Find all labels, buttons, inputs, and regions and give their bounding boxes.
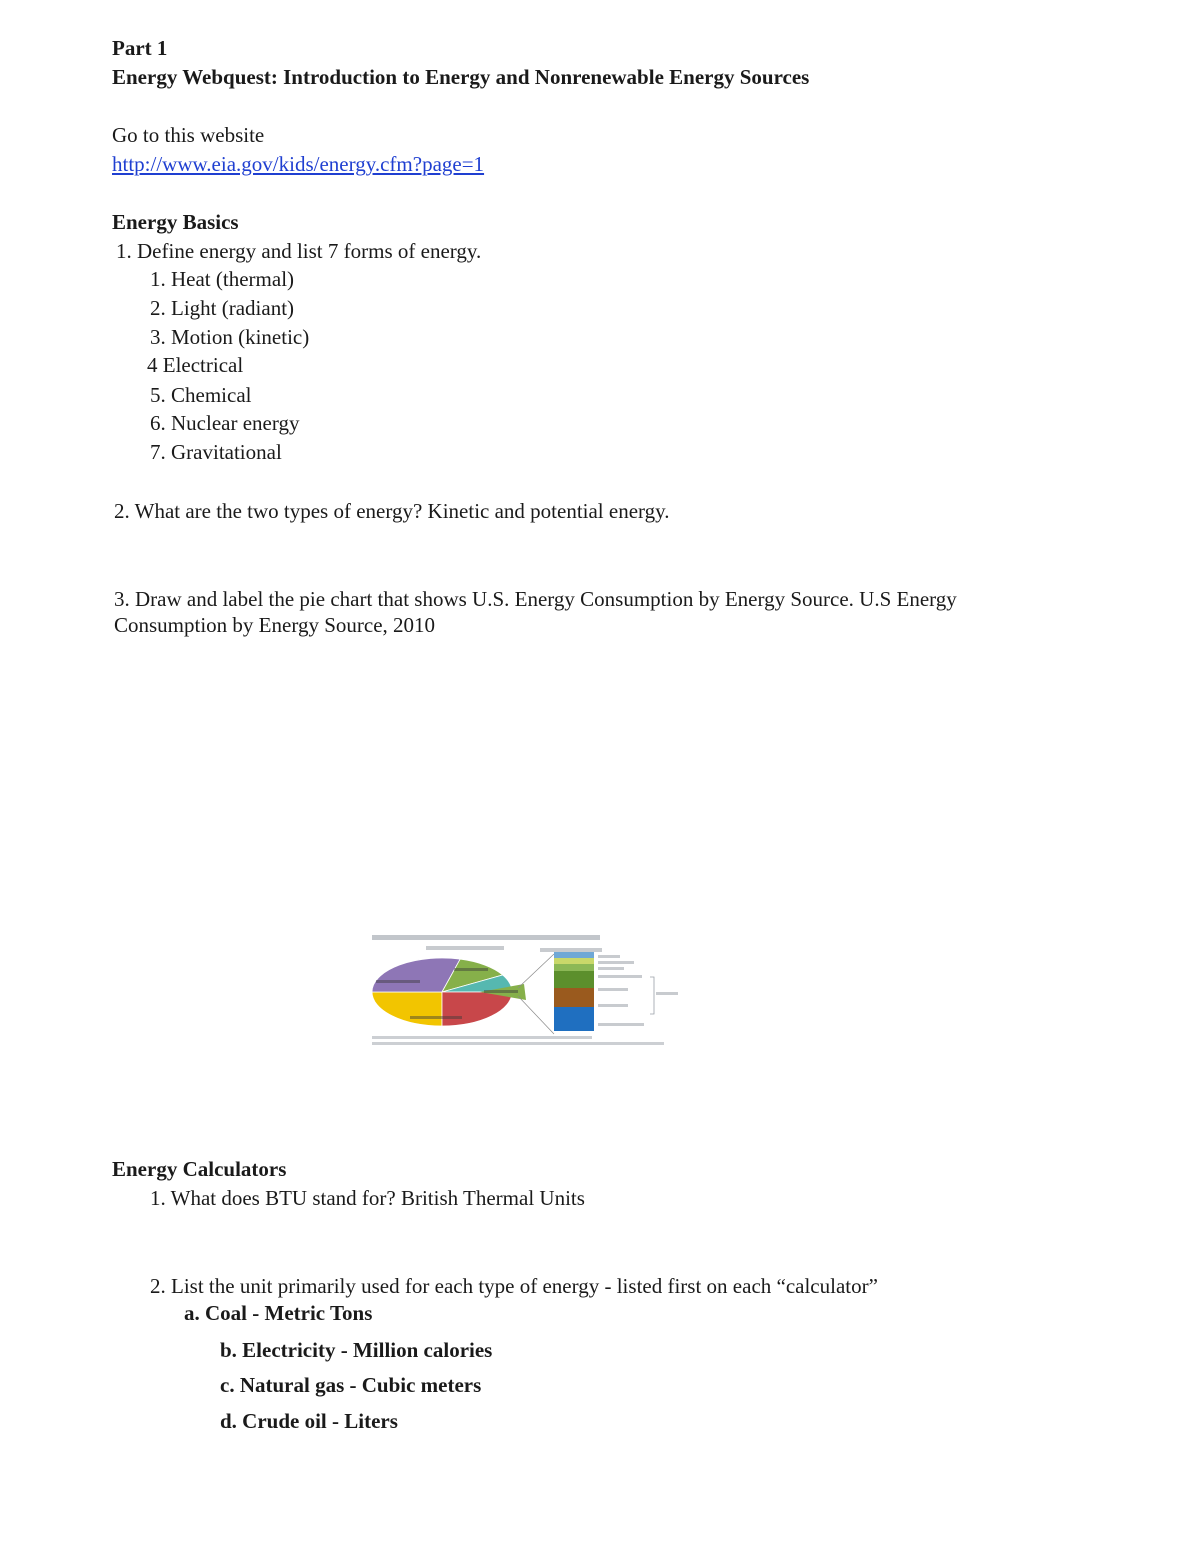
stack-segment: [554, 958, 594, 964]
stack-segment: [554, 964, 594, 971]
stacked-bar: [554, 952, 594, 1031]
energy-form-item: 4 Electrical: [147, 353, 244, 377]
part-label: Part 1: [112, 36, 168, 60]
figure-title-blur: [372, 935, 600, 940]
figure-source-blur: [372, 1042, 664, 1045]
energy-form-item: 2. Light (radiant): [150, 296, 295, 320]
figure-footnote-blur: [372, 1036, 592, 1039]
pie-label-blur: [484, 990, 518, 993]
question-1: 1. Define energy and list 7 forms of energy.: [116, 239, 482, 263]
energy-consumption-figure: [368, 930, 680, 1048]
question-3-line-2: Consumption by Energy Source, 2010: [114, 613, 436, 637]
unit-item: c. Natural gas - Cubic meters: [220, 1373, 482, 1397]
stack-label-blur: [598, 988, 628, 991]
calc-question-1: 1. What does BTU stand for? British Thermal Units: [150, 1186, 585, 1210]
energy-form-item: 1. Heat (thermal): [150, 267, 295, 291]
website-link[interactable]: http://www.eia.gov/kids/energy.cfm?page=1: [112, 152, 485, 176]
energy-form-item: 7. Gravitational: [150, 440, 282, 464]
stack-segment: [554, 971, 594, 988]
website-instruction: Go to this website: [112, 123, 265, 147]
stack-label-blur: [598, 1004, 628, 1007]
question-3-line-1: 3. Draw and label the pie chart that shows U.S. Energy Consumption by Energy Source. U.S Energy: [114, 587, 957, 611]
stack-label-blur: [598, 975, 642, 978]
stack-segment: [554, 988, 594, 1007]
figure-subtitle-blur: [426, 946, 504, 950]
stack-label-blur: [598, 1023, 644, 1026]
calc-question-2: 2. List the unit primarily used for each type of energy - listed first on each “calculator”: [150, 1274, 878, 1298]
energy-form-item: 3. Motion (kinetic): [150, 325, 310, 349]
energy-form-item: 5. Chemical: [150, 383, 252, 407]
stack-bracket-label-blur: [656, 992, 678, 995]
pie-label-blur: [376, 980, 420, 983]
figure-stack-title-blur: [540, 948, 602, 952]
stack-label-blur: [598, 961, 634, 964]
question-2: 2. What are the two types of energy? Kinetic and potential energy.: [114, 499, 670, 523]
unit-item: a. Coal - Metric Tons: [184, 1301, 373, 1325]
stack-label-blur: [598, 955, 620, 958]
unit-item: d. Crude oil - Liters: [220, 1409, 398, 1433]
stack-label-blur: [598, 967, 624, 970]
pie-label-blur: [410, 1016, 462, 1019]
document-title: Energy Webquest: Introduction to Energy and Nonrenewable Energy Sources: [112, 65, 810, 89]
pie-label-blur: [454, 968, 488, 971]
section-heading-energy-basics: Energy Basics: [112, 210, 239, 234]
energy-form-item: 6. Nuclear energy: [150, 411, 300, 435]
section-heading-energy-calculators: Energy Calculators: [112, 1157, 287, 1181]
stack-segment: [554, 1007, 594, 1031]
stack-segment: [554, 952, 594, 958]
unit-item: b. Electricity - Million calories: [220, 1338, 493, 1362]
